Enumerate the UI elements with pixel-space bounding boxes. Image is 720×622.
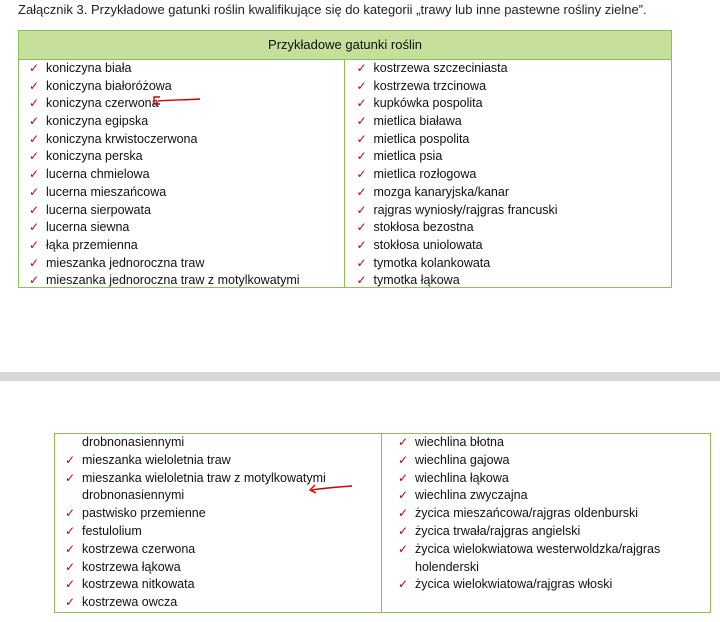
checkmark-icon: ✓ <box>356 131 367 146</box>
list-item <box>398 541 710 559</box>
list-item <box>398 505 710 523</box>
species-table-2 <box>54 433 711 613</box>
species-name: mietlica pospolita <box>373 131 470 146</box>
species-name: holenderski <box>415 559 479 574</box>
species-name: mieszanka wieloletnia traw z motylkowatymi <box>82 470 326 485</box>
checkmark-icon: ✓ <box>29 184 40 199</box>
table-header: Przykładowe gatunki roślin <box>19 31 671 60</box>
checkmark-icon: ✓ <box>398 452 409 467</box>
list-item <box>29 60 344 78</box>
checkmark-icon: ✓ <box>356 78 367 93</box>
checkmark-icon: ✓ <box>29 114 40 129</box>
checkmark-icon: ✓ <box>29 61 40 75</box>
table-1-right-column <box>345 60 672 288</box>
list-item <box>357 166 672 184</box>
species-name: mietlica biaława <box>373 114 462 129</box>
checkmark-icon: ✓ <box>65 523 76 538</box>
table-2-right-column <box>382 434 710 612</box>
species-name: mieszanka jednoroczna traw z motylkowatymi <box>46 273 300 288</box>
list-item <box>357 78 672 96</box>
list-item <box>65 559 381 577</box>
species-name: kupkówka pospolita <box>373 96 483 111</box>
species-name: kostrzewa czerwona <box>82 541 196 556</box>
species-name: mieszanka wieloletnia traw <box>82 452 231 467</box>
checkmark-icon: ✓ <box>29 149 40 164</box>
checkmark-icon: ✓ <box>398 435 409 449</box>
list-item <box>357 219 672 237</box>
list-item <box>65 576 381 594</box>
list-item <box>398 487 710 505</box>
checkmark-icon: ✓ <box>29 273 40 288</box>
checkmark-icon: ✓ <box>65 559 76 574</box>
checkmark-icon: ✓ <box>356 220 367 235</box>
checkmark-icon: ✓ <box>398 577 409 592</box>
checkmark-icon: ✓ <box>65 541 76 556</box>
list-item <box>29 113 344 131</box>
checkmark-icon: ✓ <box>356 149 367 164</box>
checkmark-icon: ✓ <box>29 255 40 270</box>
checkmark-icon: ✓ <box>356 237 367 252</box>
list-item <box>357 255 672 273</box>
list-item <box>29 202 344 220</box>
species-name: kostrzewa łąkowa <box>82 559 181 574</box>
list-item <box>398 559 710 577</box>
checkmark-icon: ✓ <box>29 220 40 235</box>
species-table-1 <box>18 30 672 288</box>
list-item <box>398 434 710 452</box>
species-name: mietlica psia <box>373 149 443 164</box>
species-name: wiechlina łąkowa <box>415 470 509 485</box>
list-item <box>29 255 344 273</box>
species-name: festulolium <box>82 523 142 538</box>
species-name: tymotka kolankowata <box>373 255 491 270</box>
checkmark-icon: ✓ <box>29 202 40 217</box>
species-name: kostrzewa trzcinowa <box>373 78 487 93</box>
red-pen-annotation <box>150 94 205 108</box>
species-name: koniczyna czerwona <box>46 96 159 111</box>
species-name: koniczyna egipska <box>46 114 149 129</box>
checkmark-icon: ✓ <box>65 506 76 521</box>
checkmark-icon: ✓ <box>356 61 367 75</box>
list-item <box>65 505 381 523</box>
species-name: łąka przemienna <box>46 237 138 252</box>
checkmark-icon: ✓ <box>29 237 40 252</box>
species-name: kostrzewa nitkowata <box>82 577 195 592</box>
list-item <box>357 184 672 202</box>
list-item <box>357 272 672 290</box>
species-name: lucerna sierpowata <box>46 202 151 217</box>
list-item <box>29 148 344 166</box>
checkmark-icon: ✓ <box>65 452 76 467</box>
species-name: kostrzewa szczeciniasta <box>373 61 508 75</box>
species-name: życica trwała/rajgras angielski <box>415 523 581 538</box>
checkmark-icon: ✓ <box>29 78 40 93</box>
list-item <box>398 523 710 541</box>
checkmark-icon: ✓ <box>356 114 367 129</box>
checkmark-icon: ✓ <box>356 202 367 217</box>
species-name: stokłosa uniolowata <box>373 237 483 252</box>
species-name: wiechlina błotna <box>415 435 504 449</box>
list-item <box>65 541 381 559</box>
checkmark-icon: ✓ <box>29 96 40 111</box>
species-name: lucerna siewna <box>46 220 130 235</box>
list-item <box>29 166 344 184</box>
species-name: rajgras wyniosły/rajgras francuski <box>373 202 558 217</box>
list-item <box>398 576 710 594</box>
species-name: życica wielokwiatowa westerwoldzka/rajgras <box>415 541 661 556</box>
species-name: koniczyna perska <box>46 149 143 164</box>
species-name: drobnonasiennymi <box>82 435 185 449</box>
species-name: koniczyna białoróżowa <box>46 78 172 93</box>
checkmark-icon: ✓ <box>398 506 409 521</box>
list-item <box>29 237 344 255</box>
species-name: życica wielokwiatowa/rajgras włoski <box>415 577 613 592</box>
checkmark-icon: ✓ <box>29 167 40 182</box>
red-pen-annotation <box>306 482 356 496</box>
list-item <box>29 184 344 202</box>
list-item <box>357 60 672 78</box>
list-item <box>398 470 710 488</box>
list-item <box>29 219 344 237</box>
species-name: wiechlina gajowa <box>415 452 510 467</box>
list-item <box>357 148 672 166</box>
species-name: mozga kanaryjska/kanar <box>373 184 509 199</box>
species-name: koniczyna krwistoczerwona <box>46 131 198 146</box>
checkmark-icon: ✓ <box>356 167 367 182</box>
list-item <box>65 594 381 612</box>
table-2-left-column <box>55 434 382 612</box>
list-item <box>29 131 344 149</box>
species-name: mietlica rozłogowa <box>373 167 477 182</box>
document-caption: Załącznik 3. Przykładowe gatunki roślin kwalifikujące się do kategorii „trawy lub inne pastewne rośliny zielne”. <box>18 2 647 17</box>
list-item <box>65 434 381 452</box>
species-name: drobnonasiennymi <box>82 488 185 503</box>
list-item <box>29 272 344 290</box>
page-gap <box>0 372 720 381</box>
species-name: tymotka łąkowa <box>373 273 460 288</box>
checkmark-icon: ✓ <box>65 595 76 610</box>
list-item <box>65 523 381 541</box>
checkmark-icon: ✓ <box>65 577 76 592</box>
list-item <box>29 78 344 96</box>
checkmark-icon: ✓ <box>65 470 76 485</box>
checkmark-icon: ✓ <box>356 273 367 288</box>
list-item <box>357 131 672 149</box>
species-name: stokłosa bezostna <box>373 220 474 235</box>
list-item <box>357 237 672 255</box>
species-name: lucerna mieszańcowa <box>46 184 167 199</box>
species-name: koniczyna biała <box>46 61 132 75</box>
checkmark-icon: ✓ <box>356 96 367 111</box>
checkmark-icon: ✓ <box>398 488 409 503</box>
species-name: pastwisko przemienne <box>82 506 206 521</box>
list-item <box>65 452 381 470</box>
checkmark-icon: ✓ <box>356 255 367 270</box>
list-item <box>357 95 672 113</box>
checkmark-icon: ✓ <box>356 184 367 199</box>
checkmark-icon: ✓ <box>398 470 409 485</box>
species-name: wiechlina zwyczajna <box>415 488 528 503</box>
species-name: mieszanka jednoroczna traw <box>46 255 205 270</box>
checkmark-icon: ✓ <box>29 131 40 146</box>
species-name: życica mieszańcowa/rajgras oldenburski <box>415 506 639 521</box>
list-item <box>357 202 672 220</box>
species-name: lucerna chmielowa <box>46 167 150 182</box>
checkmark-icon: ✓ <box>398 523 409 538</box>
list-item <box>357 113 672 131</box>
list-item <box>398 452 710 470</box>
checkmark-icon: ✓ <box>398 541 409 556</box>
species-name: kostrzewa owcza <box>82 595 178 610</box>
